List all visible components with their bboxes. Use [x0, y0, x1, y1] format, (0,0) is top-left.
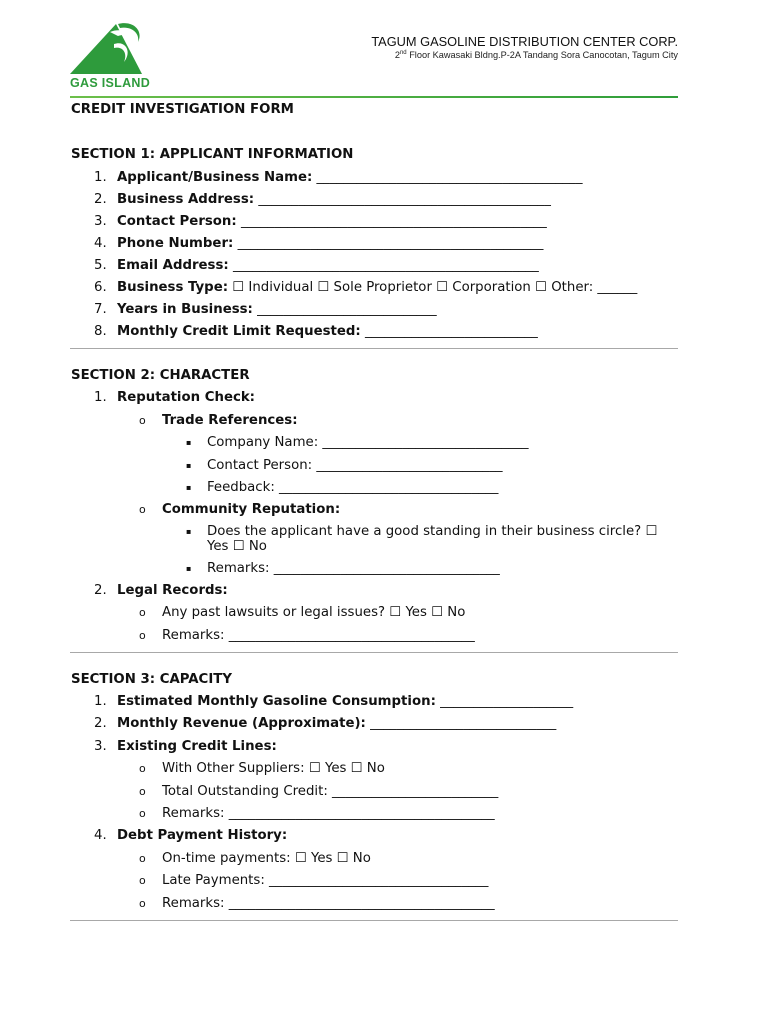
item-number: 1.	[94, 170, 107, 185]
business-type-checkboxes[interactable]: Business Type: ☐ Individual ☐ Sole Proprietor ☐ Corporation ☐ Other: ______	[117, 280, 638, 295]
debt-payment-history-label: Debt Payment History:	[117, 828, 288, 843]
company-info	[371, 34, 678, 60]
circle-bullet-icon: o	[139, 414, 146, 427]
item-number: 8.	[94, 324, 107, 339]
gasoline-consumption-field[interactable]: Estimated Monthly Gasoline Consumption: ____________________	[117, 694, 574, 709]
legal-records-label: Legal Records:	[117, 583, 228, 598]
item-number: 2.	[94, 716, 107, 731]
feedback-field[interactable]: Feedback: _________________________________	[207, 480, 499, 495]
item-number: 4.	[94, 828, 107, 843]
form-title: CREDIT INVESTIGATION FORM	[71, 102, 294, 117]
circle-bullet-icon: o	[139, 606, 146, 619]
years-in-business-field[interactable]: Years in Business: ___________________________	[117, 302, 437, 317]
logo-triangle-icon	[66, 22, 156, 78]
credit-limit-field[interactable]: Monthly Credit Limit Requested: __________________________	[117, 324, 538, 339]
other-suppliers-question[interactable]: With Other Suppliers: ☐ Yes ☐ No	[162, 761, 385, 776]
item-number: 3.	[94, 739, 107, 754]
section-3-title: SECTION 3: CAPACITY	[71, 672, 232, 687]
trade-references-label: Trade References:	[162, 413, 298, 428]
circle-bullet-icon: o	[139, 503, 146, 516]
circle-bullet-icon: o	[139, 762, 146, 775]
reputation-check-label: Reputation Check:	[117, 390, 256, 405]
item-number: 2.	[94, 583, 107, 598]
circle-bullet-icon: o	[139, 897, 146, 910]
outstanding-credit-field[interactable]: Total Outstanding Credit: _________________________	[162, 784, 499, 799]
circle-bullet-icon: o	[139, 874, 146, 887]
good-standing-question[interactable]: Does the applicant have a good standing in their business circle? ☐	[207, 524, 658, 539]
community-reputation-label: Community Reputation:	[162, 502, 341, 517]
lawsuits-question[interactable]: Any past lawsuits or legal issues? ☐ Yes ☐ No	[162, 605, 466, 620]
header-divider	[70, 96, 678, 98]
good-standing-options[interactable]: Yes ☐ No	[207, 539, 267, 554]
section-divider	[70, 348, 678, 349]
square-bullet-icon: ▪	[186, 564, 192, 573]
community-remarks-field[interactable]: Remarks: __________________________________	[207, 561, 500, 576]
company-address: 2nd Floor Kawasaki Bldng.P-2A Tandang Sora Canocotan, Tagum City	[394, 50, 678, 61]
square-bullet-icon: ▪	[186, 438, 192, 447]
payment-remarks-field[interactable]: Remarks: ________________________________________	[162, 896, 495, 911]
section-divider	[70, 652, 678, 653]
section-1-title: SECTION 1: APPLICANT INFORMATION	[71, 147, 354, 162]
reference-contact-field[interactable]: Contact Person: ____________________________	[207, 458, 503, 473]
on-time-payments-question[interactable]: On-time payments: ☐ Yes ☐ No	[162, 851, 371, 866]
circle-bullet-icon: o	[139, 852, 146, 865]
late-payments-field[interactable]: Late Payments: _________________________________	[162, 873, 489, 888]
item-number: 3.	[94, 214, 107, 229]
monthly-revenue-field[interactable]: Monthly Revenue (Approximate): ____________________________	[117, 716, 557, 731]
circle-bullet-icon: o	[139, 785, 146, 798]
existing-credit-lines-label: Existing Credit Lines:	[117, 739, 277, 754]
item-number: 4.	[94, 236, 107, 251]
item-number: 7.	[94, 302, 107, 317]
item-number: 2.	[94, 192, 107, 207]
email-address-field[interactable]: Email Address: ______________________________________________	[117, 258, 539, 273]
logo-text: GAS ISLAND	[70, 76, 151, 90]
section-divider	[70, 920, 678, 921]
item-number: 6.	[94, 280, 107, 295]
contact-person-field[interactable]: Contact Person: ______________________________________________	[117, 214, 547, 229]
circle-bullet-icon: o	[139, 629, 146, 642]
square-bullet-icon: ▪	[186, 461, 192, 470]
legal-remarks-field[interactable]: Remarks: _____________________________________	[162, 628, 475, 643]
company-name: TAGUM GASOLINE DISTRIBUTION CENTER CORP.	[371, 34, 678, 49]
square-bullet-icon: ▪	[186, 527, 192, 536]
item-number: 1.	[94, 390, 107, 405]
business-address-field[interactable]: Business Address: ____________________________________________	[117, 192, 551, 207]
item-number: 1.	[94, 694, 107, 709]
phone-number-field[interactable]: Phone Number: ______________________________________________	[117, 236, 544, 251]
square-bullet-icon: ▪	[186, 483, 192, 492]
section-2-title: SECTION 2: CHARACTER	[71, 368, 250, 383]
company-name-field[interactable]: Company Name: _______________________________	[207, 435, 529, 450]
credit-remarks-field[interactable]: Remarks: ________________________________________	[162, 806, 495, 821]
applicant-name-field[interactable]: Applicant/Business Name: ________________________________________	[117, 170, 583, 185]
item-number: 5.	[94, 258, 107, 273]
circle-bullet-icon: o	[139, 807, 146, 820]
